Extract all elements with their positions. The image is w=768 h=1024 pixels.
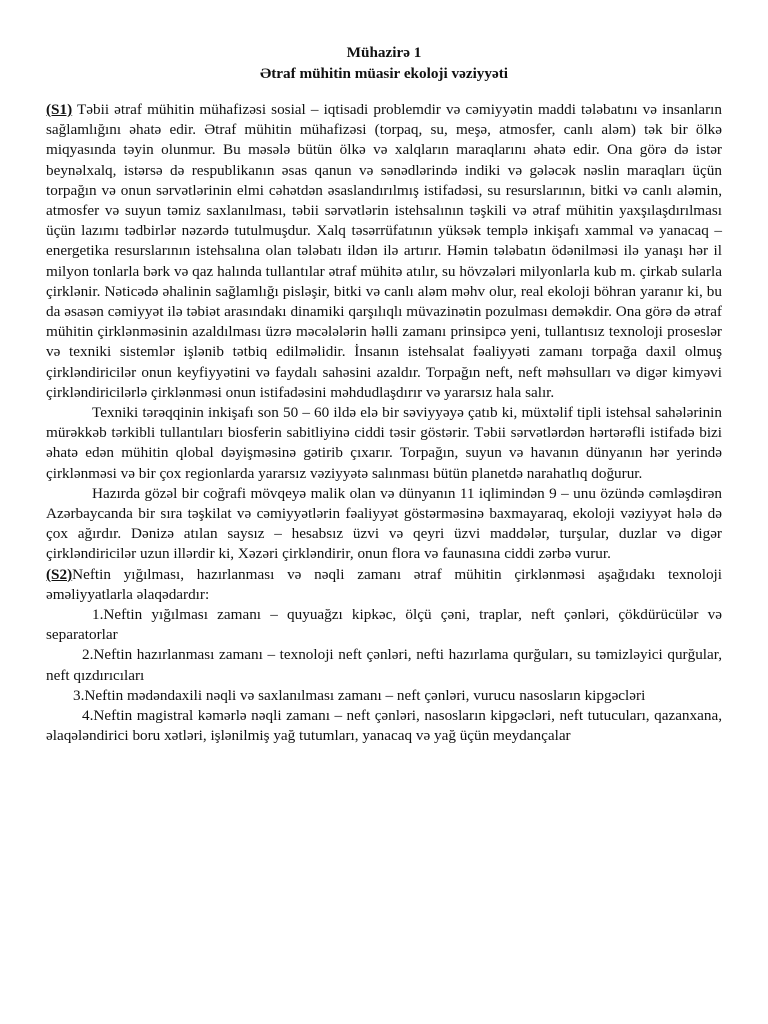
section-s1-paragraph-3: Hazırda gözəl bir coğrafi mövqeyə malik olan və dünyanın 11 iqlimindən 9 – unu özündə cəmləşdirən Azərbaycanda bir sıra təşkilat və cəmiyyətlərin fəaliyyət göstərməsinə baxmayaraq, ekoloji vəziyyət hələ də çox ağırdır. Dənizə atılan saysız – hesabsız üzvi və qeyri üzvi maddələr, turşular, duzlar və digər çirkləndiricilər uzun illərdir ki, Xəzəri çirkləndirir, onun flora və faunasına ciddi zərbə vurur.	[46, 484, 722, 563]
section-s2-intro	[46, 565, 722, 605]
section-s1-marker: (S1)	[46, 101, 73, 118]
list-item-4: 4.Neftin magistral kəmərlə nəqli zamanı – neft çənləri, nasosların kipgəcləri, neft tutucuları, qazanxana, əlaqələndirici boru xətləri, işlənilmiş yağ tutumları, yanacaq və yağ üçün meydançalar	[46, 707, 722, 745]
list-item-3: 3.Neftin mədəndaxili nəqli və saxlanılması zamanı – neft çənləri, vurucu nasosların kipgəcləri	[73, 686, 646, 704]
title-block	[46, 42, 722, 84]
list-item-2: 2.Neftin hazırlanması zamanı – texnoloji neft çənləri, nefti hazırlama qurğuları, su təmizləyici qurğular, neft qızdırıcıları	[46, 646, 722, 684]
lecture-heading: Mühazirə 1	[346, 44, 422, 61]
section-s2-intro-text: Neftin yığılması, hazırlanması və nəqli zamanı ətraf mühitin çirklənməsi aşağıdakı texnoloji əməliyyatlarla əlaqədardır:	[46, 565, 722, 603]
section-s1-paragraph-1	[46, 100, 722, 403]
lecture-subheading: Ətraf mühitin müasir ekoloji vəziyyəti	[259, 65, 508, 82]
document-page	[46, 42, 722, 747]
section-s1-paragraph-2: Texniki tərəqqinin inkişafı son 50 – 60 ildə elə bir səviyyəyə çatıb ki, müxtəlif tipli istehsal sahələrinin mürəkkəb tərkibli tullantıları biosferin sabitliyinə ciddi təsir göstərir. Təbii sərvətlərdən hərtərəfli istifadə bizi əhatə edən mühitin qlobal dəyişməsinə gətirib çıxarır. Torpağın, suyun və havanın dünyanın hər yerində çirklənməsi və bir çox regionlarda yararsız vəziyyətə salınması bütün planetdə narahatlıq doğurur.	[46, 404, 722, 482]
section-s2-marker: (S2)	[46, 565, 73, 583]
section-s1-text-1: Təbii ətraf mühitin mühafizəsi sosial – iqtisadi problemdir və cəmiyyətin maddi tələbatını və insanların sağlamlığını əhatə edir. Ətraf mühitin mühafizəsi (torpaq, su, meşə, atmosfer, canlı aləm) tək bir ölkə miqyasında təyin olunmur. Bu məsələ bütün ölkə və xalqların maraqlarını əhatə edir. Ona görə də istər beynəlxalq, istərsə də respublikanın əsas qanun və sənədlərində indiki və gələcək nəslin maraqları üçün torpağın və onun sərvətlərinin elmi cəhətdən əsaslandırılmış istifadəsi, su resurslarının, bitki və canlı aləmin, atmosfer və suyun təmiz saxlanılması, təbii sərvətlərin istehsalının təşkili və ətraf mühitin yaxşılaşdırılması üçün lazımı tədbirlər nəzərdə tutulmuşdur. Xalq təsərrüfatının yüksək templə inkişafı xammal və yanacaq – energetika resurslarının istehsalına olan tələbatı ildən ilə artırır. Həmin tələbatın ödənilməsi ilə yanaşı hər il milyon tonlarla bərk və qaz halında tullantılar ətraf mühitə atılır, su hövzələri milyonlarla kub m. çirkab sularla çirklənir. Nəticədə əhalinin sağlamlığı pisləşir, bitki və canlı aləm məhv olur, real ekoloji böhran yaranır ki, bu da əsasən cəmiyyət ilə təbiət arasındakı dinamiki qarşılıqlı müvazinətin pozulması deməkdir. Ona görə də ətraf mühitin çirklənməsinin azaldılması üzrə məcələlərin həlli zamanı prinsipcə yeni, tullantısız texnoloji proseslər və texniki sistemlər işlənib tətbiq edilməlidir. İnsanın istehsalat fəaliyyəti zamanı torpağa daxil olmuş çirkləndiricilər onun keyfiyyətini və faydalı sahəsini azaldır. Torpağın neft, neft məhsulları və digər kimyəvi çirkləndiricilərlə çirklənməsi onun istifadəsini məhdudlaşdırır və yararsız hala salır.	[46, 101, 722, 401]
list-item-1: 1.Neftin yığılması zamanı – quyuağzı kipkəc, ölçü çəni, traplar, neft çənləri, çökdürücülər və separatorlar	[46, 606, 722, 644]
